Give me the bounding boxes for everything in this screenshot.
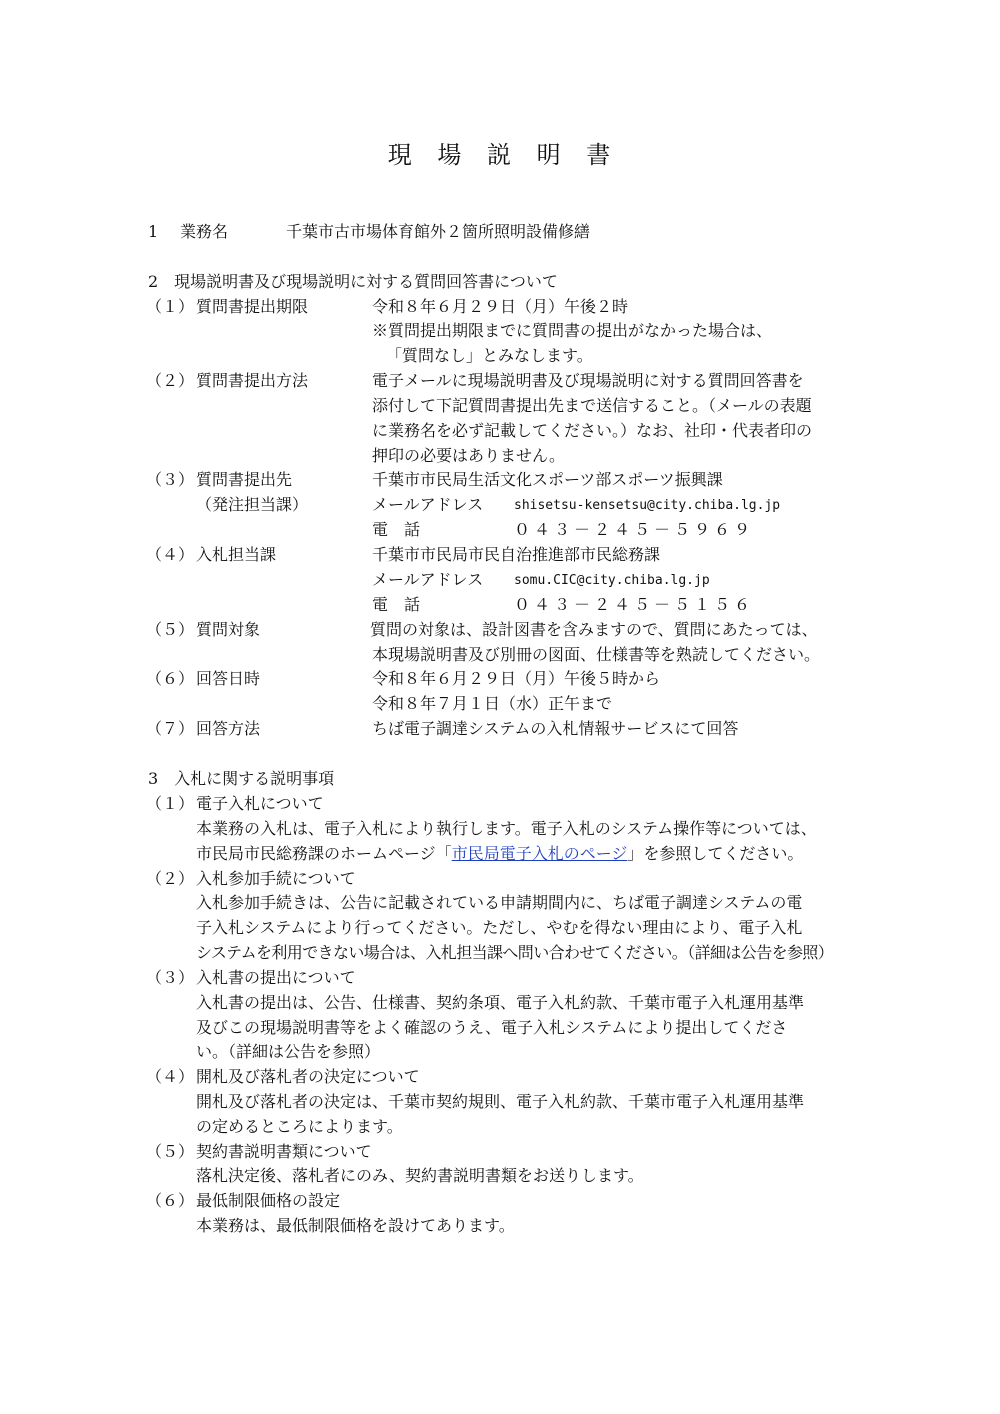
item-number: （５） <box>146 620 195 639</box>
item-label: 最低制限価格の設定 <box>196 1191 341 1210</box>
item-label: 開札及び落札者の決定について <box>196 1067 420 1086</box>
item-text: 「質問なし」とみなします。 <box>386 346 593 365</box>
item-text: 千葉市市民局生活文化スポーツ部スポーツ振興課 <box>372 470 723 489</box>
item-label: 質問書提出先 <box>196 470 293 489</box>
item-text-with-link <box>196 844 803 864</box>
item-label: 質問対象 <box>196 620 261 639</box>
email-address[interactable]: somu.CIC@city.chiba.lg.jp <box>514 573 710 588</box>
email-label: メールアドレス <box>372 495 484 514</box>
email-label: メールアドレス <box>372 570 484 589</box>
item-text: 令和８年６月２９日（月）午後５時から <box>372 669 661 688</box>
item-text: 入札参加手続きは、公告に記載されている申請期間内に、ちば電子調達システムの電 <box>196 893 803 912</box>
section-number: 1 <box>148 222 159 241</box>
business-name-value: 千葉市古市場体育館外２箇所照明設備修繕 <box>286 222 591 241</box>
item-number: （５） <box>146 1142 195 1161</box>
item-label: 契約書説明書類について <box>196 1142 372 1161</box>
item-number: （７） <box>146 719 195 738</box>
item-text: 落札決定後、落札者にのみ、契約書説明書類をお送りします。 <box>196 1166 644 1185</box>
item-number: （４） <box>146 545 195 564</box>
item-text: 質問の対象は、設計図書を含みますので、質問にあたっては、 <box>370 620 818 639</box>
item-label: 入札担当課 <box>196 545 277 564</box>
link-suffix-text: 」を参照してください。 <box>627 844 804 863</box>
item-text: 千葉市市民局市民自治推進部市民総務課 <box>372 545 661 564</box>
item-text: ※質問提出期限までに質問書の提出がなかった場合は、 <box>372 321 773 340</box>
item-label: 入札書の提出について <box>196 968 356 987</box>
item-text: い。（詳細は公告を参照） <box>196 1042 381 1061</box>
item-label: 入札参加手続について <box>196 869 356 888</box>
item-label: 電子入札について <box>196 794 324 813</box>
tel-number: ０４３－２４５－５９６９ <box>514 520 755 539</box>
item-text: 電子メールに現場説明書及び現場説明に対する質問回答書を <box>372 371 804 390</box>
item-number: （２） <box>146 371 195 390</box>
item-text: 本業務は、最低制限価格を設けてあります。 <box>196 1216 515 1235</box>
item-text: 及びこの現場説明書等をよく確認のうえ、電子入札システムにより提出してくださ <box>196 1018 788 1037</box>
tel-label: 電 話 <box>372 520 421 539</box>
item-text: 開札及び落札者の決定は、千葉市契約規則、電子入札約款、千葉市電子入札運用基準 <box>196 1092 805 1111</box>
item-text: の定めるところによります。 <box>196 1117 403 1136</box>
item-sublabel: （発注担当課） <box>196 495 309 514</box>
item-text: 子入札システムにより行ってください。ただし、やむを得ない理由により、電子入札 <box>196 918 803 937</box>
item-label: 質問書提出期限 <box>196 297 309 316</box>
item-number: （４） <box>146 1067 195 1086</box>
business-name-label: 業務名 <box>180 222 229 241</box>
item-label: 回答日時 <box>196 669 261 688</box>
link-prefix-text: 市民局市民総務課のホームページ「 <box>196 844 452 863</box>
item-number: （１） <box>146 794 195 813</box>
item-text: 本現場説明書及び別冊の図面、仕様書等を熟読してください。 <box>372 645 821 664</box>
item-number: （２） <box>146 869 195 888</box>
item-text: 入札書の提出は、公告、仕様書、契約条項、電子入札約款、千葉市電子入札運用基準 <box>196 993 805 1012</box>
item-text: に業務名を必ず記載してください。）なお、社印・代表者印の <box>372 421 813 440</box>
item-text: 押印の必要はありません。 <box>372 446 565 465</box>
item-number: （３） <box>146 470 195 489</box>
item-text: ちば電子調達システムの入札情報サービスにて回答 <box>372 719 739 738</box>
item-label: 回答方法 <box>196 719 261 738</box>
item-text: 令和８年６月２９日（月）午後２時 <box>372 297 629 316</box>
page-title: 現 場 説 明 書 <box>387 141 613 169</box>
email-address[interactable]: shisetsu-kensetsu@city.chiba.lg.jp <box>514 498 781 513</box>
item-text: システムを利用できない場合は、入札担当課へ問い合わせてください。（詳細は公告を参照） <box>196 943 834 962</box>
item-number: （６） <box>146 669 195 688</box>
item-number: （１） <box>146 297 195 316</box>
item-number: （６） <box>146 1191 195 1210</box>
tel-label: 電 話 <box>372 595 421 614</box>
item-text: 本業務の入札は、電子入札により執行します。電子入札のシステム操作等については、 <box>196 819 817 838</box>
item-text: 令和８年７月１日（水）正午まで <box>372 694 613 713</box>
item-number: （３） <box>146 968 195 987</box>
item-text: 添付して下記質問書提出先まで送信すること。（メールの表題 <box>372 396 812 415</box>
section-heading: 2 現場説明書及び現場説明に対する質問回答書について <box>148 272 558 291</box>
e-bidding-page-link[interactable]: 市民局電子入札のページ <box>451 844 628 863</box>
item-label: 質問書提出方法 <box>196 371 309 390</box>
section-heading: 3 入札に関する説明事項 <box>148 769 335 788</box>
tel-number: ０４３－２４５－５１５６ <box>514 595 755 614</box>
